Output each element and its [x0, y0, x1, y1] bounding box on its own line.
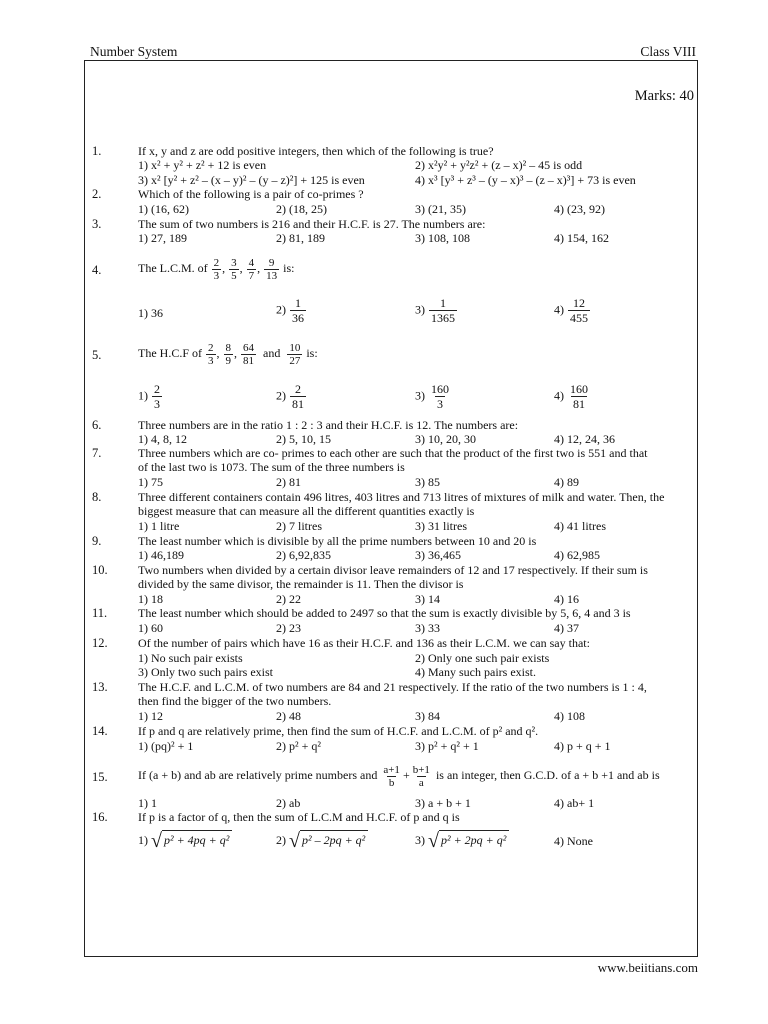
sqrt-icon: √ — [428, 830, 439, 852]
q2-number: 2. — [92, 187, 102, 201]
q12-text: Of the number of pairs which have 16 as their H.C.F. and 136 as their L.C.M. we can say that: — [138, 636, 590, 650]
q4-number: 4. — [92, 263, 102, 277]
q15-fraction-b — [411, 764, 432, 789]
q16-option-3-radical — [428, 830, 509, 852]
q11-number: 11. — [92, 606, 108, 620]
q16-text: If p is a factor of q, then the sum of L.C.M and H.C.F. of p and q is — [138, 810, 460, 824]
q15-fa-den: b — [388, 776, 395, 789]
q6-option-4: 4) 12, 24, 36 — [554, 432, 615, 446]
q15-text-post: is an integer, then G.C.D. of a + b +1 and ab is — [435, 768, 660, 782]
q4-fraction-4 — [264, 257, 279, 282]
q4-text: The L.C.M. of $\frac{2}{3}$ , $\frac{3}{5}$ , $\frac{4}{7}$ , $\frac{9}{13}$ is: — [138, 256, 295, 282]
q15-option-2: 2) ab — [276, 796, 301, 810]
q5-f3-den: 81 — [243, 354, 254, 367]
q14-option-4: 4) p + q + 1 — [554, 739, 611, 753]
q10-line-2: divided by the same divisor, the remainder is 11. Then the divisor is — [138, 577, 464, 591]
q5-option-3 — [415, 382, 452, 411]
q5-f3-num: 64 — [243, 341, 254, 354]
q4-option-1: 1) 36 — [138, 306, 163, 320]
q1-option-4: 4) x³ [y³ + z³ – (y – x)³ – (z – x)³] + 73 is even — [415, 173, 636, 187]
q4-option-4-fraction — [568, 296, 590, 325]
q16-option-2-expr: p² – 2pq + q² — [300, 830, 368, 852]
q3-number: 3. — [92, 217, 102, 231]
q4-o4-den: 455 — [570, 311, 588, 325]
q12-number: 12. — [92, 636, 108, 650]
q6-option-1: 1) 4, 8, 12 — [138, 432, 187, 446]
q5-fraction-1 — [206, 342, 216, 367]
q15-plus: + — [402, 768, 410, 782]
q4-f1-num: 2 — [213, 256, 220, 269]
q1-option-2: 2) x²y² + y²z² + (z – x)² – 45 is odd — [415, 158, 583, 172]
q14-option-2: 2) p² + q² — [276, 739, 321, 753]
q3-text: The sum of two numbers is 216 and their H.C.F. is 27. The numbers are: — [138, 217, 486, 231]
q5-f4-num: 10 — [289, 341, 301, 354]
q11-option-1: 1) 60 — [138, 621, 163, 635]
q2-option-1: 1) (16, 62) — [138, 202, 189, 216]
q9-option-4: 4) 62,985 — [554, 548, 600, 562]
q7-option-1: 1) 75 — [138, 475, 163, 489]
q5-f1-den: 3 — [208, 354, 214, 367]
q5-o4-num: 160 — [570, 382, 588, 396]
q5-option-2 — [276, 382, 307, 411]
q16-option-4: 4) None — [554, 834, 593, 848]
q16-option-2-label: 2) — [276, 832, 286, 847]
q4-o2-num: 1 — [295, 296, 301, 310]
q7-option-2: 2) 81 — [276, 475, 301, 489]
q5-option-1-fraction — [152, 382, 162, 411]
q13-option-1: 1) 12 — [138, 709, 163, 723]
q5-text-post: is: — [306, 346, 318, 360]
q6-number: 6. — [92, 418, 102, 432]
q15-text-pre: If (a + b) and ab are relatively prime numbers and — [138, 768, 378, 782]
q6-option-2: 2) 5, 10, 15 — [276, 432, 331, 446]
q4-option-3-fraction — [429, 296, 457, 325]
q13-number: 13. — [92, 680, 108, 694]
q4-option-3 — [415, 296, 458, 325]
q5-o3-num: 160 — [431, 382, 449, 396]
q9-option-2: 2) 6,92,835 — [276, 548, 331, 562]
q13-option-3: 3) 84 — [415, 709, 440, 723]
q5-option-2-fraction — [290, 382, 306, 411]
q3-option-1: 1) 27, 189 — [138, 231, 187, 245]
q13-line-2: then find the bigger of the two numbers. — [138, 694, 332, 708]
q14-option-1: 1) (pq)² + 1 — [138, 739, 194, 753]
q5-fraction-2 — [224, 342, 234, 367]
q4-o3-num: 1 — [440, 296, 446, 310]
q11-option-4: 4) 37 — [554, 621, 579, 635]
q5-text: The H.C.F of $\frac{2}{3}$ , $\frac{8}{9}$ , $\frac{64}{81}$ and $\frac{10}{27}$ is: — [138, 341, 318, 367]
q5-f2-num: 8 — [225, 341, 231, 354]
q4-option-2-label: 2) — [276, 302, 286, 317]
sqrt-icon: √ — [289, 830, 300, 852]
q10-option-2: 2) 22 — [276, 592, 301, 606]
q16-option-1-radical — [151, 830, 232, 852]
q4-option-3-label: 3) — [415, 302, 425, 317]
q4-fraction-2 — [229, 257, 239, 282]
q16-option-3-label: 3) — [415, 832, 425, 847]
q5-option-3-label: 3) — [415, 388, 425, 403]
q10-line-1: Two numbers when divided by a certain divisor leave remainders of 12 and 17 respectively. If their sum is — [138, 563, 648, 577]
q3-option-3: 3) 108, 108 — [415, 231, 470, 245]
q8-number: 8. — [92, 490, 102, 504]
marks-label: Marks: 40 — [634, 88, 694, 104]
q2-option-4: 4) (23, 92) — [554, 202, 605, 216]
q12-option-2: 2) Only one such pair exists — [415, 651, 550, 665]
q8-option-4: 4) 41 litres — [554, 519, 606, 533]
q2-option-3: 3) (21, 35) — [415, 202, 466, 216]
q15-number: 15. — [92, 770, 108, 784]
q16-option-1 — [138, 830, 232, 852]
q16-option-2-radical — [289, 830, 368, 852]
q5-fraction-4 — [287, 342, 302, 367]
q6-text: Three numbers are in the ratio 1 : 2 : 3 and their H.C.F. is 12. The numbers are: — [138, 418, 519, 432]
q15-fa-num: a+1 — [383, 763, 400, 776]
q1-number: 1. — [92, 144, 102, 158]
q5-text-and: and — [263, 346, 281, 360]
header-subject: Number System — [90, 44, 178, 59]
q7-number: 7. — [92, 446, 102, 460]
q13-line-1: The H.C.F. and L.C.M. of two numbers are 84 and 21 respectively. If the ratio of the two numbers is 1 : 4, — [138, 680, 647, 694]
q10-option-1: 1) 18 — [138, 592, 163, 606]
q15-fraction-a — [381, 764, 402, 789]
footer-website: www.beiitians.com — [597, 960, 698, 975]
q9-text: The least number which is divisible by all the prime numbers between 10 and 20 is — [138, 534, 537, 548]
q5-o2-den: 81 — [292, 397, 304, 411]
q4-fraction-1 — [212, 257, 222, 282]
q5-option-2-label: 2) — [276, 388, 286, 403]
q5-o4-den: 81 — [573, 397, 585, 411]
q10-number: 10. — [92, 563, 108, 577]
q2-text: Which of the following is a pair of co-primes ? — [138, 187, 364, 201]
q9-option-3: 3) 36,465 — [415, 548, 461, 562]
q5-text-pre: The H.C.F of — [138, 346, 202, 360]
q11-option-2: 2) 23 — [276, 621, 301, 635]
q16-option-1-expr: p² + 4pq + q² — [162, 830, 232, 852]
q4-f1-den: 3 — [213, 269, 220, 282]
sqrt-icon: √ — [151, 830, 162, 852]
q8-option-3: 3) 31 litres — [415, 519, 467, 533]
q7-option-3: 3) 85 — [415, 475, 440, 489]
q5-option-1-label: 1) — [138, 388, 148, 403]
q12-option-1: 1) No such pair exists — [138, 651, 243, 665]
q7-line-1: Three numbers which are co- primes to each other are such that the product of the first two is 551 and that — [138, 446, 648, 460]
q5-o2-num: 2 — [295, 382, 301, 396]
q10-option-3: 3) 14 — [415, 592, 440, 606]
q5-option-1 — [138, 382, 163, 411]
q15-option-3: 3) a + b + 1 — [415, 796, 471, 810]
q4-f3-num: 4 — [248, 256, 255, 269]
q4-f2-num: 3 — [231, 256, 237, 269]
q7-line-2: of the last two is 1073. The sum of the three numbers is — [138, 460, 405, 474]
q13-option-4: 4) 108 — [554, 709, 585, 723]
q10-option-4: 4) 16 — [554, 592, 579, 606]
q16-option-1-label: 1) — [138, 832, 148, 847]
q4-f3-den: 7 — [248, 269, 255, 282]
q4-fraction-3 — [247, 257, 257, 282]
q3-option-2: 2) 81, 189 — [276, 231, 325, 245]
q8-line-2: biggest measure that can measure all the different quantities exactly is — [138, 504, 475, 518]
q4-o4-num: 12 — [573, 296, 585, 310]
q7-option-4: 4) 89 — [554, 475, 579, 489]
q15-text — [138, 758, 660, 792]
q4-text-post: is: — [283, 261, 295, 275]
q4-option-4 — [554, 296, 591, 325]
q1-option-3: 3) x² [y² + z² – (x – y)² – (y – z)²] + 125 is even — [138, 173, 365, 187]
q1-text: If x, y and z are odd positive integers, then which of the following is true? — [138, 144, 494, 158]
q15-fb-num: b+1 — [412, 763, 430, 776]
q14-text: If p and q are relatively prime, then find the sum of H.C.F. and L.C.M. of p² and q². — [138, 724, 539, 738]
q12-option-4: 4) Many such pairs exist. — [415, 665, 536, 679]
q5-o1-num: 2 — [154, 382, 160, 396]
q9-number: 9. — [92, 534, 102, 548]
header-class: Class VIII — [640, 44, 696, 59]
q4-o3-den: 1365 — [431, 311, 455, 325]
q15-option-1: 1) 1 — [138, 796, 157, 810]
q11-text: The least number which should be added to 2497 so that the sum is exactly divisible by 5, 6, 4 and 3 is — [138, 606, 631, 620]
q15-fb-den: a — [418, 776, 424, 789]
q8-line-1: Three different containers contain 496 litres, 403 litres and 713 litres of mixtures of milk and water. Then, the — [138, 490, 665, 504]
q4-option-4-label: 4) — [554, 302, 564, 317]
q12-option-3: 3) Only two such pairs exist — [138, 665, 273, 679]
q16-option-2 — [276, 830, 368, 852]
q16-number: 16. — [92, 810, 108, 824]
q4-text-pre: The L.C.M. of — [138, 261, 208, 275]
q16-option-3 — [415, 830, 509, 852]
q5-o1-den: 3 — [154, 397, 160, 411]
q5-option-3-fraction — [429, 382, 451, 411]
q4-f2-den: 5 — [231, 269, 237, 282]
q5-option-4-label: 4) — [554, 388, 564, 403]
q4-option-2-fraction — [290, 296, 306, 325]
q3-option-4: 4) 154, 162 — [554, 231, 609, 245]
q11-option-3: 3) 33 — [415, 621, 440, 635]
q9-option-1: 1) 46,189 — [138, 548, 184, 562]
q5-option-4 — [554, 382, 591, 411]
q14-option-3: 3) p² + q² + 1 — [415, 739, 479, 753]
q5-option-4-fraction — [568, 382, 590, 411]
q2-option-2: 2) (18, 25) — [276, 202, 327, 216]
q8-option-1: 1) 1 litre — [138, 519, 180, 533]
q15-option-4: 4) ab+ 1 — [554, 796, 595, 810]
q16-option-3-expr: p² + 2pq + q² — [439, 830, 509, 852]
q8-option-2: 2) 7 litres — [276, 519, 322, 533]
q5-f1-num: 2 — [208, 341, 214, 354]
q5-fraction-3 — [241, 342, 256, 367]
q6-option-3: 3) 10, 20, 30 — [415, 432, 476, 446]
q1-option-1: 1) x² + y² + z² + 12 is even — [138, 158, 267, 172]
q5-f2-den: 9 — [225, 354, 231, 367]
q5-o3-den: 3 — [437, 397, 443, 411]
q5-f4-den: 27 — [289, 354, 301, 367]
q4-f4-den: 13 — [266, 269, 278, 282]
q4-option-2 — [276, 296, 307, 325]
q5-number: 5. — [92, 348, 102, 362]
q4-o2-den: 36 — [292, 311, 304, 325]
q14-number: 14. — [92, 724, 108, 738]
q13-option-2: 2) 48 — [276, 709, 301, 723]
q4-f4-num: 9 — [268, 256, 275, 269]
